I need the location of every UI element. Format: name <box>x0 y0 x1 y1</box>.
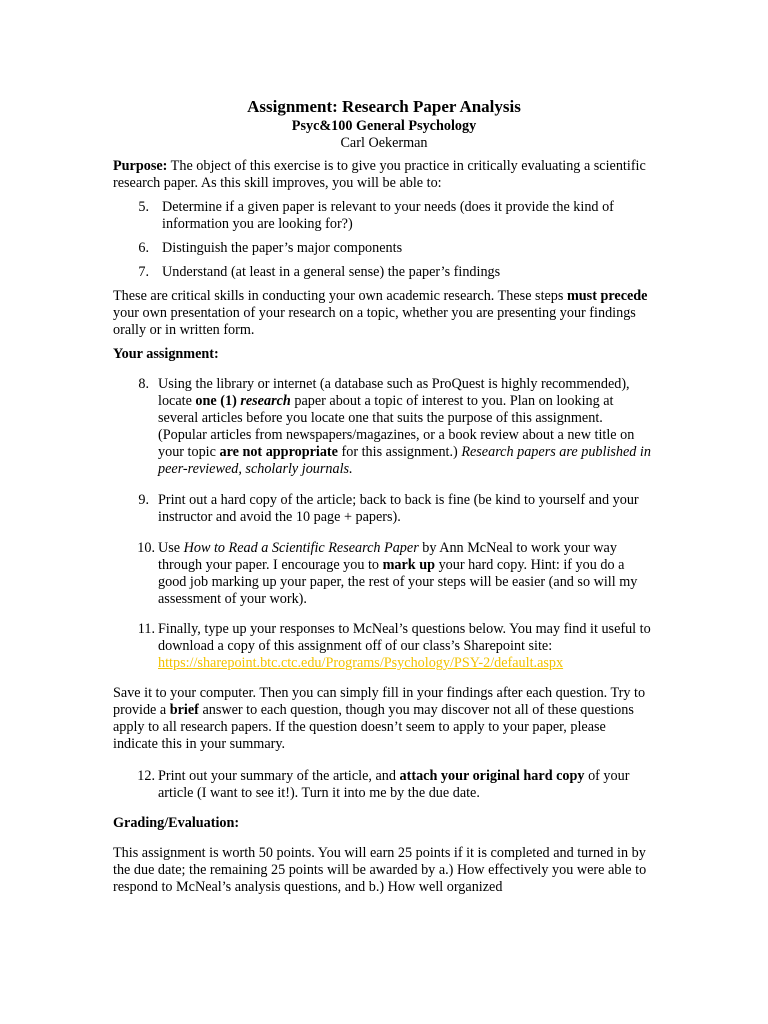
step-number: 11. <box>137 621 155 637</box>
critical-text: These are critical skills in conducting your own academic research. These steps <box>113 288 567 304</box>
step-8-italic-note: Research papers are published in peer-reviewed, scholarly journals. <box>158 444 651 477</box>
purpose-paragraph <box>113 158 653 192</box>
step-12-part: of your article (I want to see it!). Turn it into me by the due date. <box>158 768 630 801</box>
step-8-not-appropriate: are not appropriate <box>219 444 338 460</box>
skill-item: Distinguish the paper’s major components <box>162 240 403 256</box>
grading-heading: Grading/Evaluation: <box>113 815 240 831</box>
purpose-text: The object of this exercise is to give you practice in critically evaluating a scientific research paper. As this skill improves, you will be able to: <box>113 158 646 191</box>
step-12-text <box>158 768 654 802</box>
step-8-research-emphasis: research <box>240 393 291 409</box>
step-10-part: Use <box>158 540 184 556</box>
author-name: Carl Oekerman <box>340 135 428 151</box>
document-title: Assignment: Research Paper Analysis <box>247 97 521 116</box>
step-8-bold: one (1) <box>195 393 241 409</box>
skill-number: 5. <box>138 199 149 215</box>
step-8-part: for this assignment.) <box>337 444 462 460</box>
step-12-part: Print out your summary of the article, and <box>158 768 400 784</box>
step-10-part: by Ann McNeal to work your way through your paper. I encourage you to <box>158 540 617 573</box>
skill-item: Understand (at least in a general sense) the paper’s findings <box>162 264 501 280</box>
skill-item: Determine if a given paper is relevant to your needs (does it provide the kind of information you are looking for?) <box>162 199 614 232</box>
purpose-label: Purpose: <box>113 158 168 174</box>
critical-skills-paragraph <box>113 288 653 339</box>
step-10-text <box>158 540 654 608</box>
assignment-heading: Your assignment: <box>113 346 219 362</box>
must-precede-emphasis: must precede <box>566 288 648 304</box>
skill-number: 7. <box>138 264 149 280</box>
mark-up-emphasis: mark up <box>382 557 436 573</box>
step-number: 10. <box>137 540 155 556</box>
step-number: 8. <box>138 376 149 392</box>
skill-number: 6. <box>138 240 149 256</box>
save-text: Save it to your computer. Then you can simply fill in your findings after each question. Try to provide a <box>113 685 646 718</box>
course-name: Psyc&100 General Psychology <box>291 118 477 134</box>
step-11-part: Finally, type up your responses to McNeal’s questions below. You may find it useful to download a copy of this assignment off of our class’s Sharepoint site: <box>158 621 651 654</box>
step-8-part: Using the library or internet (a database such as ProQuest is highly recommended), locate <box>158 376 630 409</box>
attach-hard-copy-emphasis: attach your original hard copy <box>399 768 585 784</box>
step-10-part: your hard copy. Hint: if you do a good job marking up your paper, the rest of your steps will be easier (and so will my assessment of your work). <box>158 557 638 607</box>
step-8-part: paper about a topic of interest to you. Plan on looking at several articles before you locate one that suits the purpose of this assignment. (Popular articles from newspapers/magazines, or a book review about a new title on your topic <box>158 393 635 460</box>
save-text-end: answer to each question, though you may discover not all of these questions apply to all research papers. If the question doesn’t seem to apply to your paper, please indicate this in your summary. <box>113 702 634 752</box>
step-11-text <box>158 621 654 672</box>
mcneal-guide-title: How to Read a Scientific Research Paper <box>183 540 419 556</box>
critical-text-end: your own presentation of your research on a topic, whether you are presenting your findings orally or in written form. <box>113 305 636 338</box>
grading-paragraph: This assignment is worth 50 points. You will earn 25 points if it is completed and turned in by the due date; the remaining 25 points will be awarded by a.) How effectively you were able to respond to McNeal’s analysis questions, and b.) How well organized <box>113 845 647 895</box>
step-number: 9. <box>138 492 149 508</box>
brief-emphasis: brief <box>169 702 199 718</box>
sharepoint-link[interactable]: https://sharepoint.btc.ctc.edu/Programs/Psychology/PSY-2/default.aspx <box>158 655 564 671</box>
save-paragraph <box>113 685 653 753</box>
step-number: 12. <box>137 768 155 784</box>
step-9-text: Print out a hard copy of the article; back to back is fine (be kind to yourself and your instructor and avoid the 10 page + papers). <box>158 492 639 525</box>
step-8-text <box>158 376 654 478</box>
